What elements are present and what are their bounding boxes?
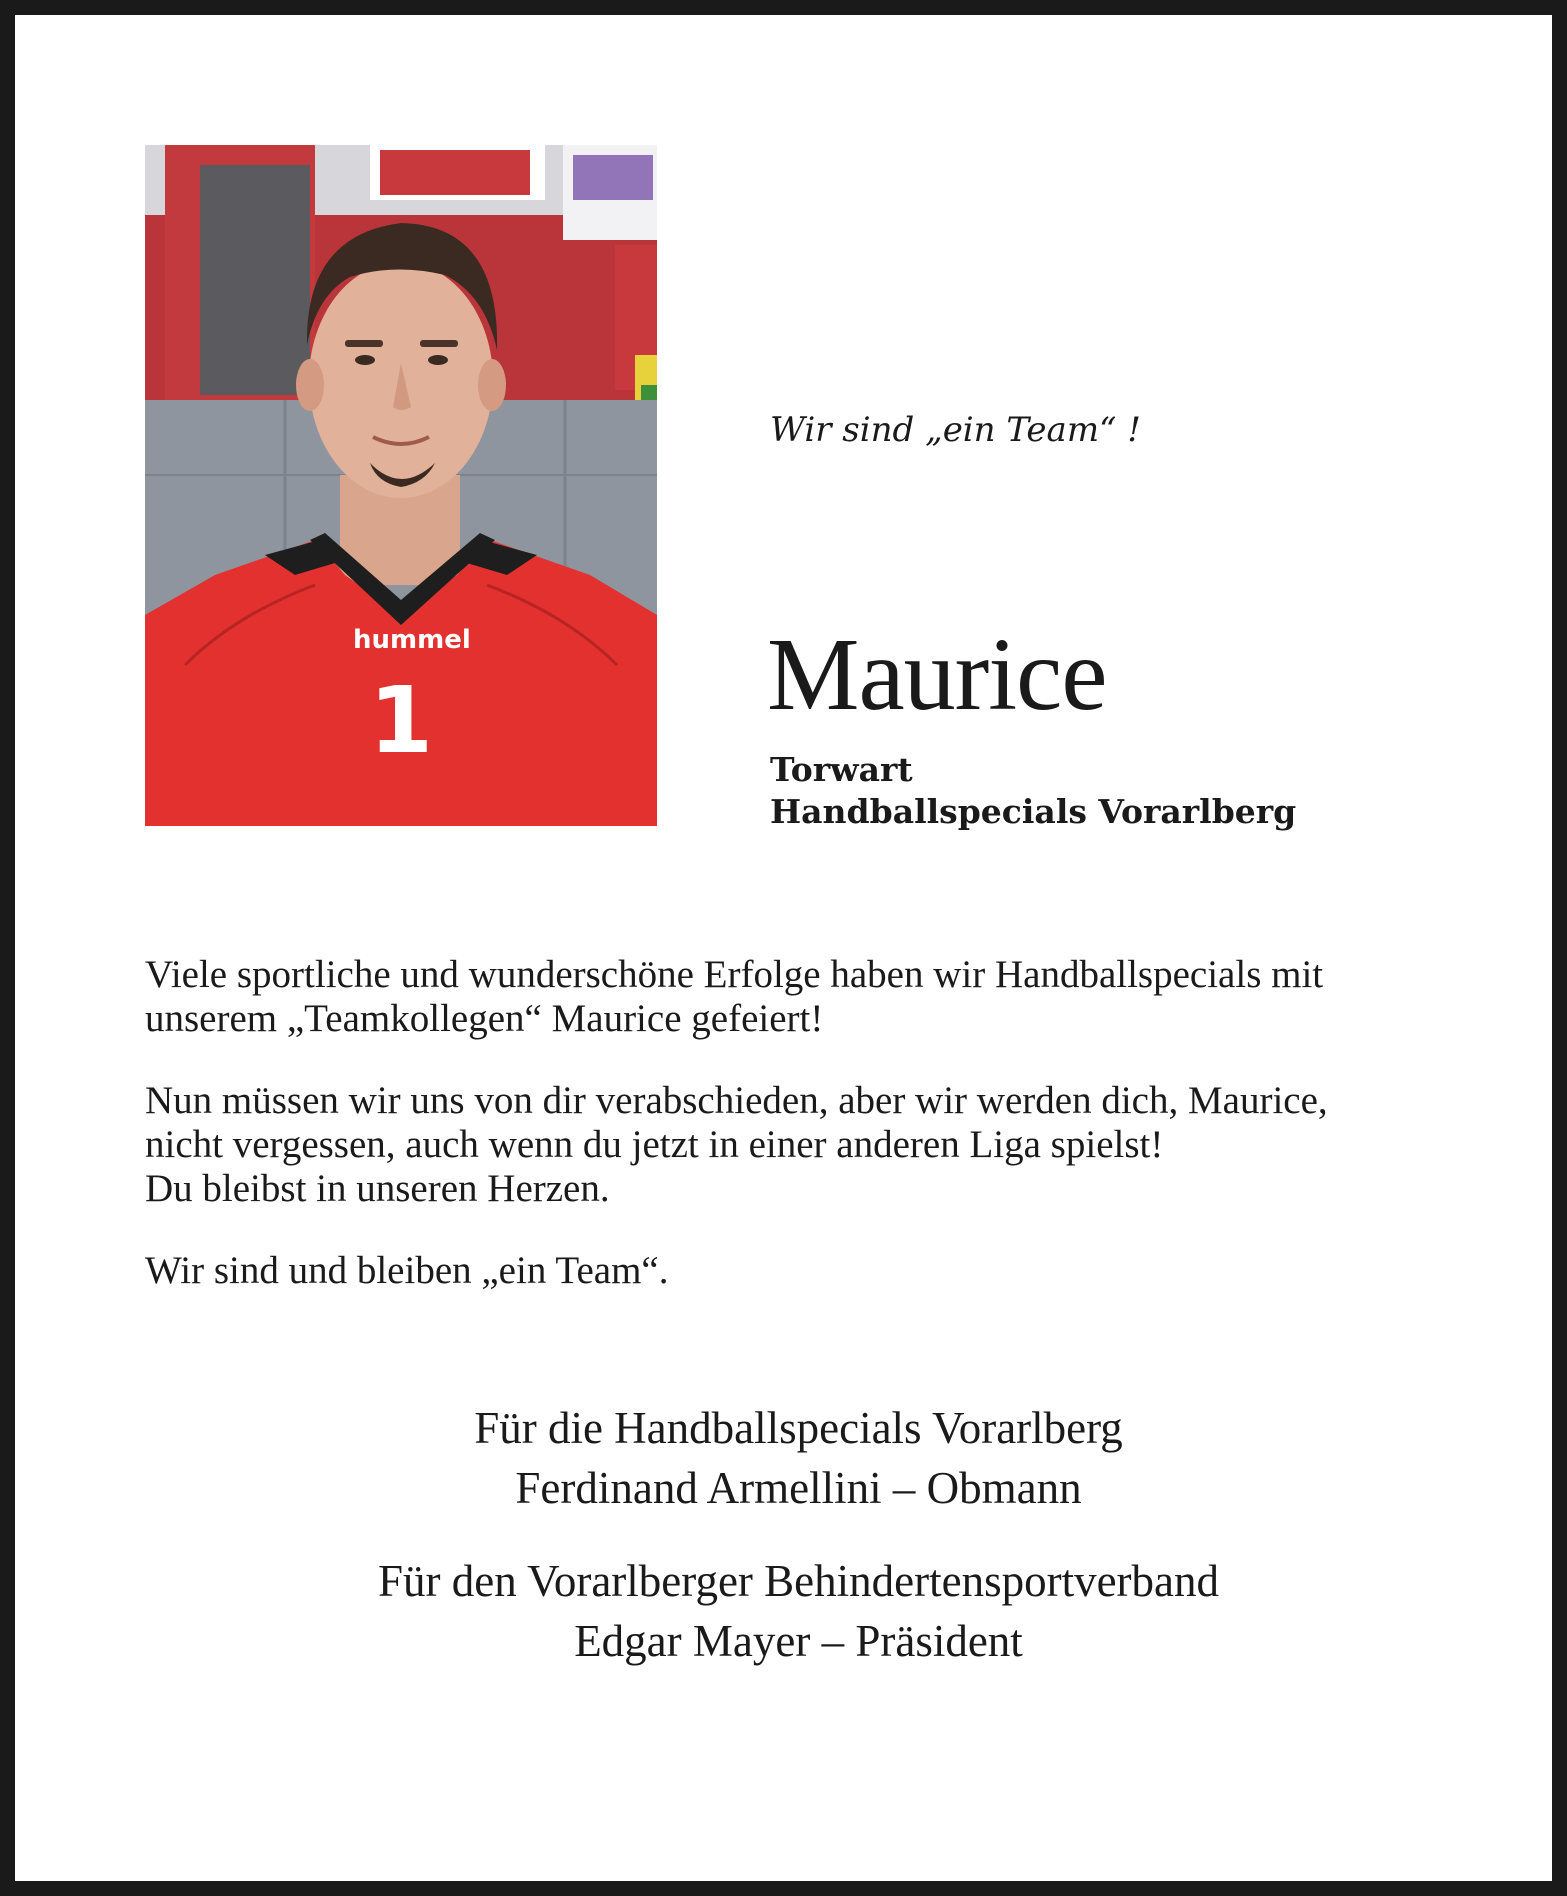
- motto-line: Wir sind „ein Team“ !: [770, 410, 1141, 450]
- body-text: [145, 953, 1475, 1331]
- role-block: [770, 749, 1296, 833]
- deceased-name: Maurice: [767, 617, 1107, 732]
- paragraph-line: Nun müssen wir uns von dir verabschieden, aber wir werden dich, Maurice,: [145, 1079, 1328, 1122]
- paragraph-line: Viele sportliche und wunderschöne Erfolge haben wir Handballspecials mit: [145, 953, 1324, 996]
- paragraph-line: Du bleibst in unseren Herzen.: [145, 1167, 610, 1210]
- paragraph-1: [145, 953, 1475, 1041]
- portrait-photo: [145, 145, 657, 826]
- paragraph-line: nicht vergessen, auch wenn du jetzt in einer anderen Liga spielst!: [145, 1123, 1164, 1166]
- jersey-number: 1: [369, 667, 434, 774]
- paragraph-line: unserem „Teamkollegen“ Maurice gefeiert!: [145, 997, 824, 1040]
- signature-person: Ferdinand Armellini – Obmann: [515, 1463, 1082, 1513]
- role-team: Handballspecials Vorarlberg: [770, 792, 1297, 831]
- signature-person: Edgar Mayer – Präsident: [574, 1616, 1023, 1666]
- signature-organisation: Für den Vorarlberger Behindertensportverband: [377, 1556, 1220, 1606]
- signature-block-association: [15, 1551, 1567, 1671]
- role-position: Torwart: [770, 750, 913, 789]
- jersey-brand: hummel: [353, 625, 471, 655]
- paragraph-3: [145, 1249, 1475, 1293]
- signature-organisation: Für die Handballspecials Vorarlberg: [474, 1403, 1123, 1453]
- signature-block-club: [15, 1398, 1567, 1518]
- paragraph-line: Wir sind und bleiben „ein Team“.: [145, 1249, 669, 1292]
- paragraph-2: [145, 1079, 1475, 1211]
